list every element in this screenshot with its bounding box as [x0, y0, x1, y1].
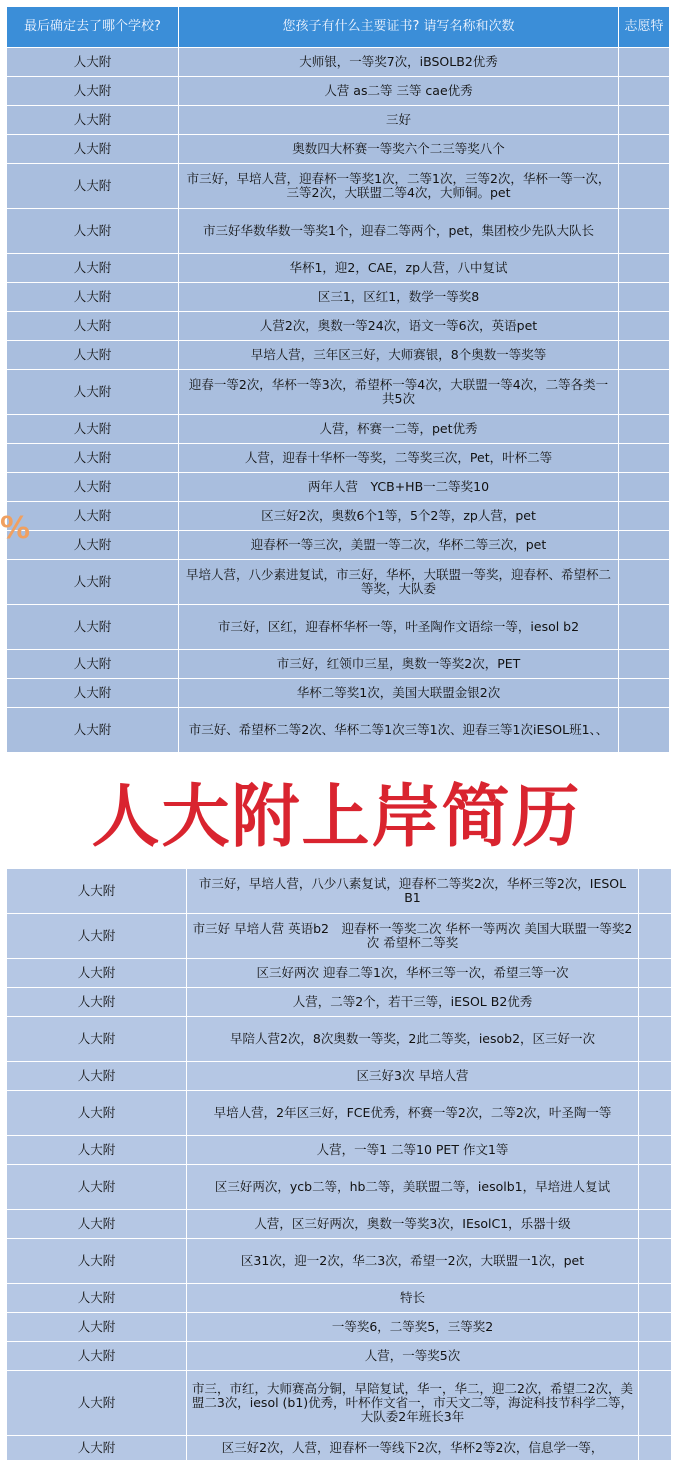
certificate-cell: 迎春一等2次，华杯一等3次，希望杯一等4次，大联盟一等4次，二等各类一共5次: [179, 370, 619, 415]
extra-cell: [639, 869, 672, 914]
table-row: [7, 869, 672, 914]
table-row: [7, 1210, 672, 1239]
extra-cell: [639, 1313, 672, 1342]
extra-cell: [619, 560, 670, 605]
certificate-cell: 人营，一等奖5次: [187, 1342, 639, 1371]
table-row: [7, 605, 670, 650]
extra-cell: [619, 605, 670, 650]
table-row: [7, 106, 670, 135]
extra-cell: [639, 1371, 672, 1436]
table-row: [7, 1371, 672, 1436]
certificate-cell: 市三好，早培人营，八少八素复试，迎春杯二等奖2次，华杯三等2次，IESOL B1: [187, 869, 639, 914]
table-row: [7, 283, 670, 312]
table-row: [7, 1165, 672, 1210]
certificate-cell: 奥数四大杯赛一等奖六个二三等奖八个: [179, 135, 619, 164]
extra-cell: [619, 473, 670, 502]
table-row: [7, 1136, 672, 1165]
table-row: [7, 209, 670, 254]
school-cell: 人大附: [7, 869, 187, 914]
extra-cell: [619, 77, 670, 106]
school-cell: 人大附: [7, 370, 179, 415]
school-cell: 人大附: [7, 341, 179, 370]
school-cell: 人大附: [7, 1062, 187, 1091]
school-cell: 人大附: [7, 106, 179, 135]
extra-cell: [639, 1436, 672, 1461]
school-cell: 人大附: [7, 48, 179, 77]
certificate-cell: 华杯二等奖1次，美国大联盟金银2次: [179, 679, 619, 708]
extra-cell: [639, 988, 672, 1017]
school-cell: 人大附: [7, 1436, 187, 1461]
certificate-cell: 大师银，一等奖7次，iBSOLB2优秀: [179, 48, 619, 77]
extra-cell: [619, 444, 670, 473]
school-cell: 人大附: [7, 444, 179, 473]
certificate-cell: 早培人营，三年区三好，大师赛银，8个奥数一等奖等: [179, 341, 619, 370]
extra-cell: [619, 708, 670, 753]
school-cell: 人大附: [7, 209, 179, 254]
certificate-cell: 一等奖6，二等奖5，三等奖2: [187, 1313, 639, 1342]
certificate-cell: 市三好华数华数一等奖1个，迎春二等两个，pet，集团校少先队大队长: [179, 209, 619, 254]
table-row: [7, 650, 670, 679]
table-row: [7, 560, 670, 605]
banner-title: 人大附上岸简历: [0, 768, 673, 868]
certificate-cell: 区31次，迎一2次，华二3次，希望一2次，大联盟一1次，pet: [187, 1239, 639, 1284]
extra-cell: [619, 502, 670, 531]
school-cell: 人大附: [7, 283, 179, 312]
extra-cell: [639, 1284, 672, 1313]
school-cell: 人大附: [7, 708, 179, 753]
certificate-cell: 人营，杯赛一二等，pet优秀: [179, 415, 619, 444]
extra-cell: [639, 1239, 672, 1284]
school-cell: 人大附: [7, 531, 179, 560]
header-certificates: 您孩子有什么主要证书? 请写名称和次数: [179, 7, 619, 48]
extra-cell: [639, 1342, 672, 1371]
table-row: [7, 1436, 672, 1461]
header-school: 最后确定去了哪个学校?: [7, 7, 179, 48]
school-cell: 人大附: [7, 415, 179, 444]
school-cell: 人大附: [7, 135, 179, 164]
table-row: [7, 1091, 672, 1136]
certificate-cell: 区三好两次，ycb二等，hb二等，美联盟二等，iesolb1，早培进人复试: [187, 1165, 639, 1210]
extra-cell: [619, 48, 670, 77]
certificate-cell: 区三好3次 早培人营: [187, 1062, 639, 1091]
table-row: [7, 312, 670, 341]
certificate-cell: 区三好两次 迎春二等1次，华杯三等一次，希望三等一次: [187, 959, 639, 988]
table-row: [7, 415, 670, 444]
school-cell: 人大附: [7, 914, 187, 959]
school-cell: 人大附: [7, 959, 187, 988]
certificate-cell: 早陪人营2次，8次奥数一等奖，2此二等奖，iesob2，区三好一次: [187, 1017, 639, 1062]
certificate-cell: 两年人营 YCB+HB一二等奖10: [179, 473, 619, 502]
certificate-cell: 华杯1，迎2，CAE，zp人营，八中复试: [179, 254, 619, 283]
percent-mark: %: [0, 511, 31, 546]
school-cell: 人大附: [7, 1342, 187, 1371]
school-cell: 人大附: [7, 164, 179, 209]
school-cell: 人大附: [7, 1017, 187, 1062]
table-row: [7, 1062, 672, 1091]
school-cell: 人大附: [7, 1313, 187, 1342]
certificate-cell: 人营，二等2个，若干三等，iESOL B2优秀: [187, 988, 639, 1017]
certificate-cell: 特长: [187, 1284, 639, 1313]
certificate-cell: 早培人营，2年区三好，FCE优秀，杯赛一等2次，二等2次，叶圣陶一等: [187, 1091, 639, 1136]
table-row: [7, 135, 670, 164]
school-cell: 人大附: [7, 77, 179, 106]
table-row: [7, 341, 670, 370]
extra-cell: [639, 1091, 672, 1136]
school-cell: 人大附: [7, 1136, 187, 1165]
table-row: [7, 254, 670, 283]
table-row: [7, 48, 670, 77]
extra-cell: [619, 106, 670, 135]
extra-cell: [639, 1062, 672, 1091]
certificate-cell: 市三好，红领巾三星，奥数一等奖2次，PET: [179, 650, 619, 679]
extra-cell: [639, 959, 672, 988]
school-cell: 人大附: [7, 605, 179, 650]
school-cell: 人大附: [7, 473, 179, 502]
table-row: [7, 1313, 672, 1342]
extra-cell: [619, 164, 670, 209]
certificate-cell: 人营2次，奥数一等24次，语文一等6次，英语pet: [179, 312, 619, 341]
extra-cell: [619, 209, 670, 254]
table-header-row: [7, 7, 670, 48]
table-row: [7, 1017, 672, 1062]
school-cell: 人大附: [7, 254, 179, 283]
school-cell: 人大附: [7, 502, 179, 531]
extra-cell: [619, 283, 670, 312]
certificate-cell: 人营，迎春十华杯一等奖，二等奖三次，Pet，叶杯二等: [179, 444, 619, 473]
certificate-cell: 人营，区三好两次，奥数一等奖3次，IEsolC1，乐器十级: [187, 1210, 639, 1239]
certificate-cell: 区三1，区红1，数学一等奖8: [179, 283, 619, 312]
extra-cell: [639, 1165, 672, 1210]
school-cell: 人大附: [7, 988, 187, 1017]
extra-cell: [619, 370, 670, 415]
table-row: [7, 444, 670, 473]
header-volunteer: 志愿特: [619, 7, 670, 48]
school-cell: 人大附: [7, 560, 179, 605]
extra-cell: [639, 1210, 672, 1239]
school-cell: 人大附: [7, 679, 179, 708]
extra-cell: [619, 254, 670, 283]
table-row: [7, 1239, 672, 1284]
extra-cell: [619, 531, 670, 560]
table-row: [7, 1342, 672, 1371]
school-cell: 人大附: [7, 1165, 187, 1210]
certificate-cell: 区三好2次，奥数6个1等，5个2等，zp人营，pet: [179, 502, 619, 531]
certificate-cell: 市三好、希望杯二等2次、华杯二等1次三等1次、迎春三等1次iESOL班1、、: [179, 708, 619, 753]
table-row: [7, 679, 670, 708]
table-row: [7, 914, 672, 959]
table-row: [7, 473, 670, 502]
table-row: [7, 988, 672, 1017]
certificate-cell: 早培人营，八少素进复试，市三好，华杯，大联盟一等奖，迎春杯、希望杯二等奖，大队委: [179, 560, 619, 605]
extra-cell: [619, 312, 670, 341]
extra-cell: [619, 650, 670, 679]
school-cell: 人大附: [7, 1239, 187, 1284]
table-row: [7, 77, 670, 106]
table-row: [7, 959, 672, 988]
certificate-cell: 市三，市红，大师赛高分铜，早陪复试，华一，华二，迎二2次，希望二2次，美盟二3次，iesol (b1)优秀，叶杯作文省一，市天文二等，海淀科技节科学二等，大队委2年班长3年: [187, 1371, 639, 1436]
extra-cell: [619, 135, 670, 164]
school-cell: 人大附: [7, 1371, 187, 1436]
certificate-cell: 市三好，区红，迎春杯华杯一等，叶圣陶作文语综一等，iesol b2: [179, 605, 619, 650]
school-cell: 人大附: [7, 1284, 187, 1313]
certificate-cell: 区三好2次，人营，迎春杯一等线下2次，华杯2等2次，信息学一等，: [187, 1436, 639, 1461]
certificate-table-bottom: [6, 868, 672, 1461]
table-row: [7, 531, 670, 560]
school-cell: 人大附: [7, 1091, 187, 1136]
extra-cell: [619, 415, 670, 444]
school-cell: 人大附: [7, 650, 179, 679]
table-row: [7, 708, 670, 753]
certificate-cell: 市三好 早培人营 英语b2 迎春杯一等奖二次 华杯一等两次 美国大联盟一等奖2次 希望杯二等奖: [187, 914, 639, 959]
school-cell: 人大附: [7, 1210, 187, 1239]
extra-cell: [639, 914, 672, 959]
school-cell: 人大附: [7, 312, 179, 341]
extra-cell: [639, 1017, 672, 1062]
extra-cell: [619, 341, 670, 370]
extra-cell: [619, 679, 670, 708]
certificate-cell: 迎春杯一等三次，美盟一等二次，华杯二等三次，pet: [179, 531, 619, 560]
table-row: [7, 164, 670, 209]
table-row: [7, 502, 670, 531]
certificate-cell: 市三好，早培人营，迎春杯一等奖1次，二等1次，三等2次，华杯一等一次，三等2次，大联盟二等4次，大师铜。pet: [179, 164, 619, 209]
certificate-cell: 三好: [179, 106, 619, 135]
extra-cell: [639, 1136, 672, 1165]
table-row: [7, 370, 670, 415]
certificate-table-top: [6, 6, 670, 753]
certificate-cell: 人营，一等1 二等10 PET 作文1等: [187, 1136, 639, 1165]
certificate-cell: 人营 as二等 三等 cae优秀: [179, 77, 619, 106]
table-row: [7, 1284, 672, 1313]
